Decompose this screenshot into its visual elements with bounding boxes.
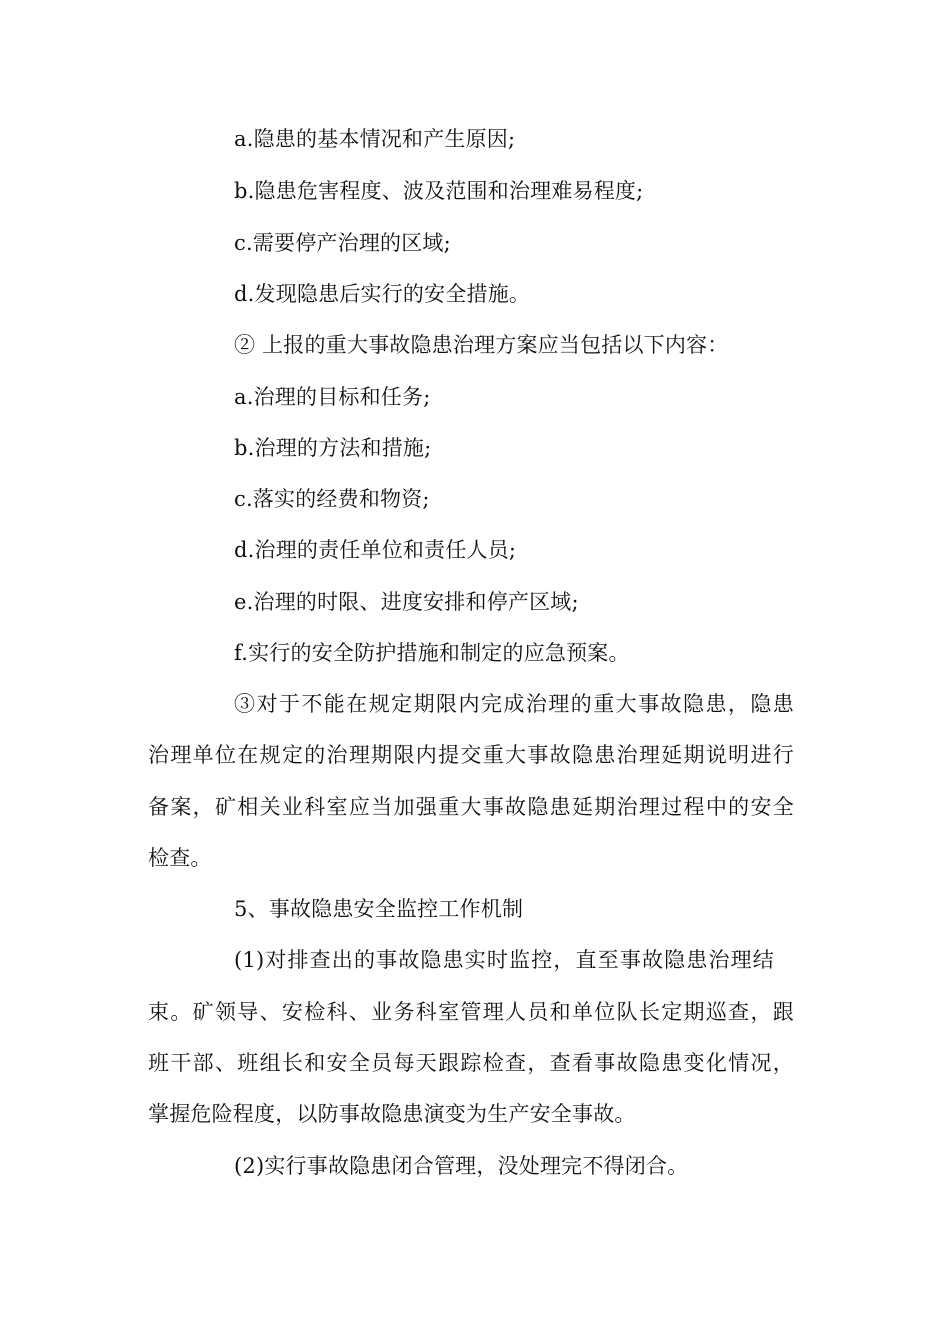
text-line-item-1-cont-1: 束。矿领导、安检科、业务科室管理人员和单位队长定期巡查，跟 xyxy=(148,1000,794,1024)
text-line-section-3-cont-3: 检查。 xyxy=(148,846,212,870)
text-line-item-1: (1)对排查出的事故隐患实时监控，直至事故隐患治理结 xyxy=(234,948,774,972)
text-line-item-1-cont-2: 班干部、班组长和安全员每天跟踪检查，查看事故隐患变化情况， xyxy=(148,1051,794,1075)
text-line-section-3-cont-2: 备案，矿相关业科室应当加强重大事故隐患延期治理过程中的安全 xyxy=(148,795,794,819)
text-line-item-1-cont-3: 掌握危险程度，以防事故隐患演变为生产安全事故。 xyxy=(148,1102,636,1126)
text-line-section-3: ③对于不能在规定期限内完成治理的重大事故隐患，隐患 xyxy=(234,692,794,716)
text-line-plan-d: d.治理的责任单位和责任人员; xyxy=(234,538,517,562)
text-line-item-b-hazard: b.隐患危害程度、波及范围和治理难易程度; xyxy=(234,179,644,203)
text-line-plan-a: a.治理的目标和任务; xyxy=(234,385,431,409)
text-line-plan-b: b.治理的方法和措施; xyxy=(234,436,432,460)
section-heading-5: 5、事故隐患安全监控工作机制 xyxy=(234,897,524,921)
text-line-item-2: (2)实行事故隐患闭合管理，没处理完不得闭合。 xyxy=(234,1154,689,1178)
text-line-plan-c: c.落实的经费和物资; xyxy=(234,487,430,511)
text-line-item-c-area: c.需要停产治理的区域; xyxy=(234,231,451,255)
text-line-item-a-basic: a.隐患的基本情况和产生原因; xyxy=(234,127,516,151)
text-line-plan-e: e.治理的时限、进度安排和停产区域; xyxy=(234,590,579,614)
text-line-plan-f: f.实行的安全防护措施和制定的应急预案。 xyxy=(234,641,630,665)
text-line-section-2: ② 上报的重大事故隐患治理方案应当包括以下内容： xyxy=(234,333,729,357)
text-line-section-3-cont-1: 治理单位在规定的治理期限内提交重大事故隐患治理延期说明进行 xyxy=(148,743,794,767)
text-line-item-d-measures: d.发现隐患后实行的安全措施。 xyxy=(234,282,531,306)
